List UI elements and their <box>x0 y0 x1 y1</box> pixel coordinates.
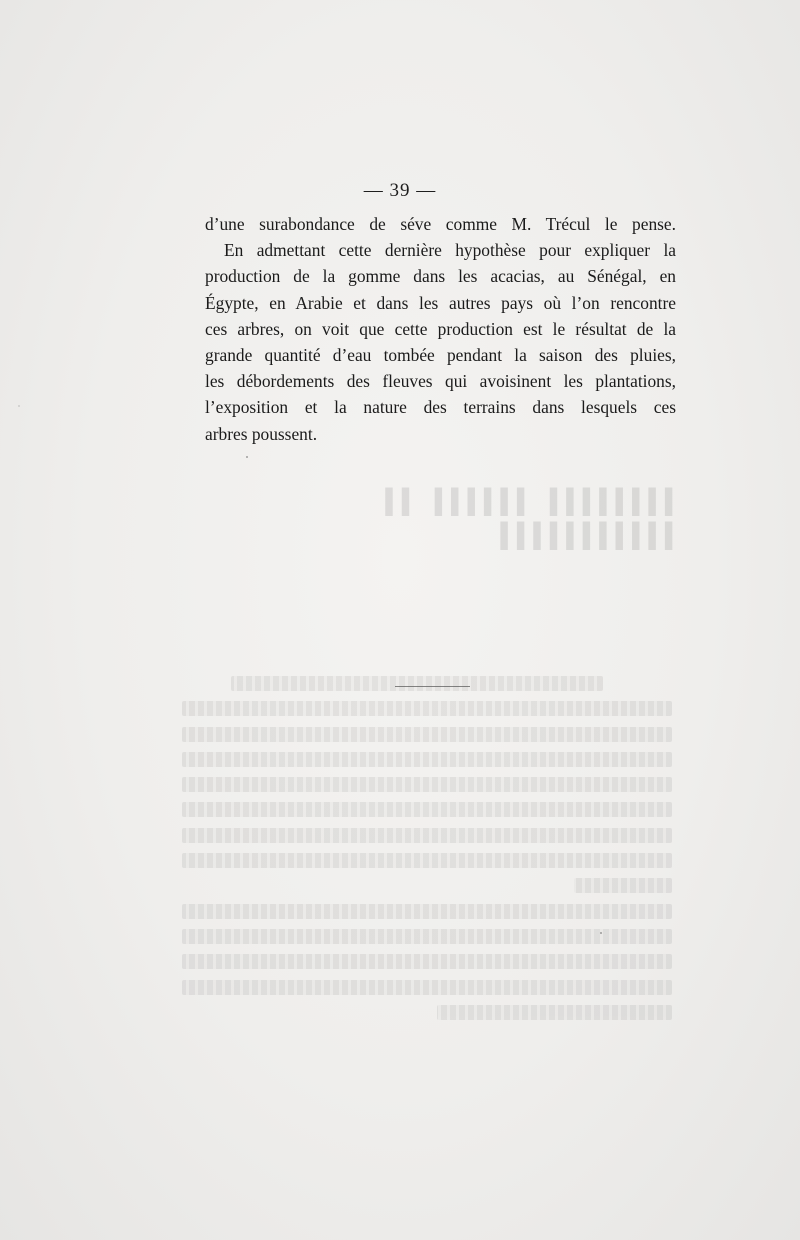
paragraph-text <box>205 211 676 447</box>
show-through-heading-shape: ▌▌▌▌▌▌▌▌ ▌▌▌▌▌▌ ▌▌ ▌▌▌▌▌▌▌▌▌▌▌ <box>375 488 672 550</box>
text-line-1: d’une surabondance de séve comme M. Trécul le pense. <box>205 214 676 234</box>
text-line-8: l’exposition et la nature des terrains dans lesquels ces <box>205 397 676 418</box>
paper-speck <box>246 456 248 458</box>
text-line-9: arbres poussent. <box>205 423 318 444</box>
show-through-rule <box>395 686 470 687</box>
text-line-2: En admettant cette dernière hypothèse pour expliquer la <box>224 240 676 261</box>
paper-speck <box>600 932 602 934</box>
text-line-7: les débordements des fleuves qui avoisinent les plantations, <box>205 371 676 392</box>
paper-speck <box>18 405 20 407</box>
page-number: — 39 — <box>363 180 437 201</box>
text-line-4: Égypte, en Arabie et dans les autres pays où l’on rencontre <box>205 292 676 313</box>
text-line-5: ces arbres, on voit que cette production est le résultat de la <box>205 318 676 339</box>
text-line-6: grande quantité d’eau tombée pendant la saison des pluies, <box>205 344 676 365</box>
show-through-text-block <box>182 676 672 1030</box>
text-line-3: production de la gomme dans les acacias, au Sénégal, en <box>205 266 676 287</box>
